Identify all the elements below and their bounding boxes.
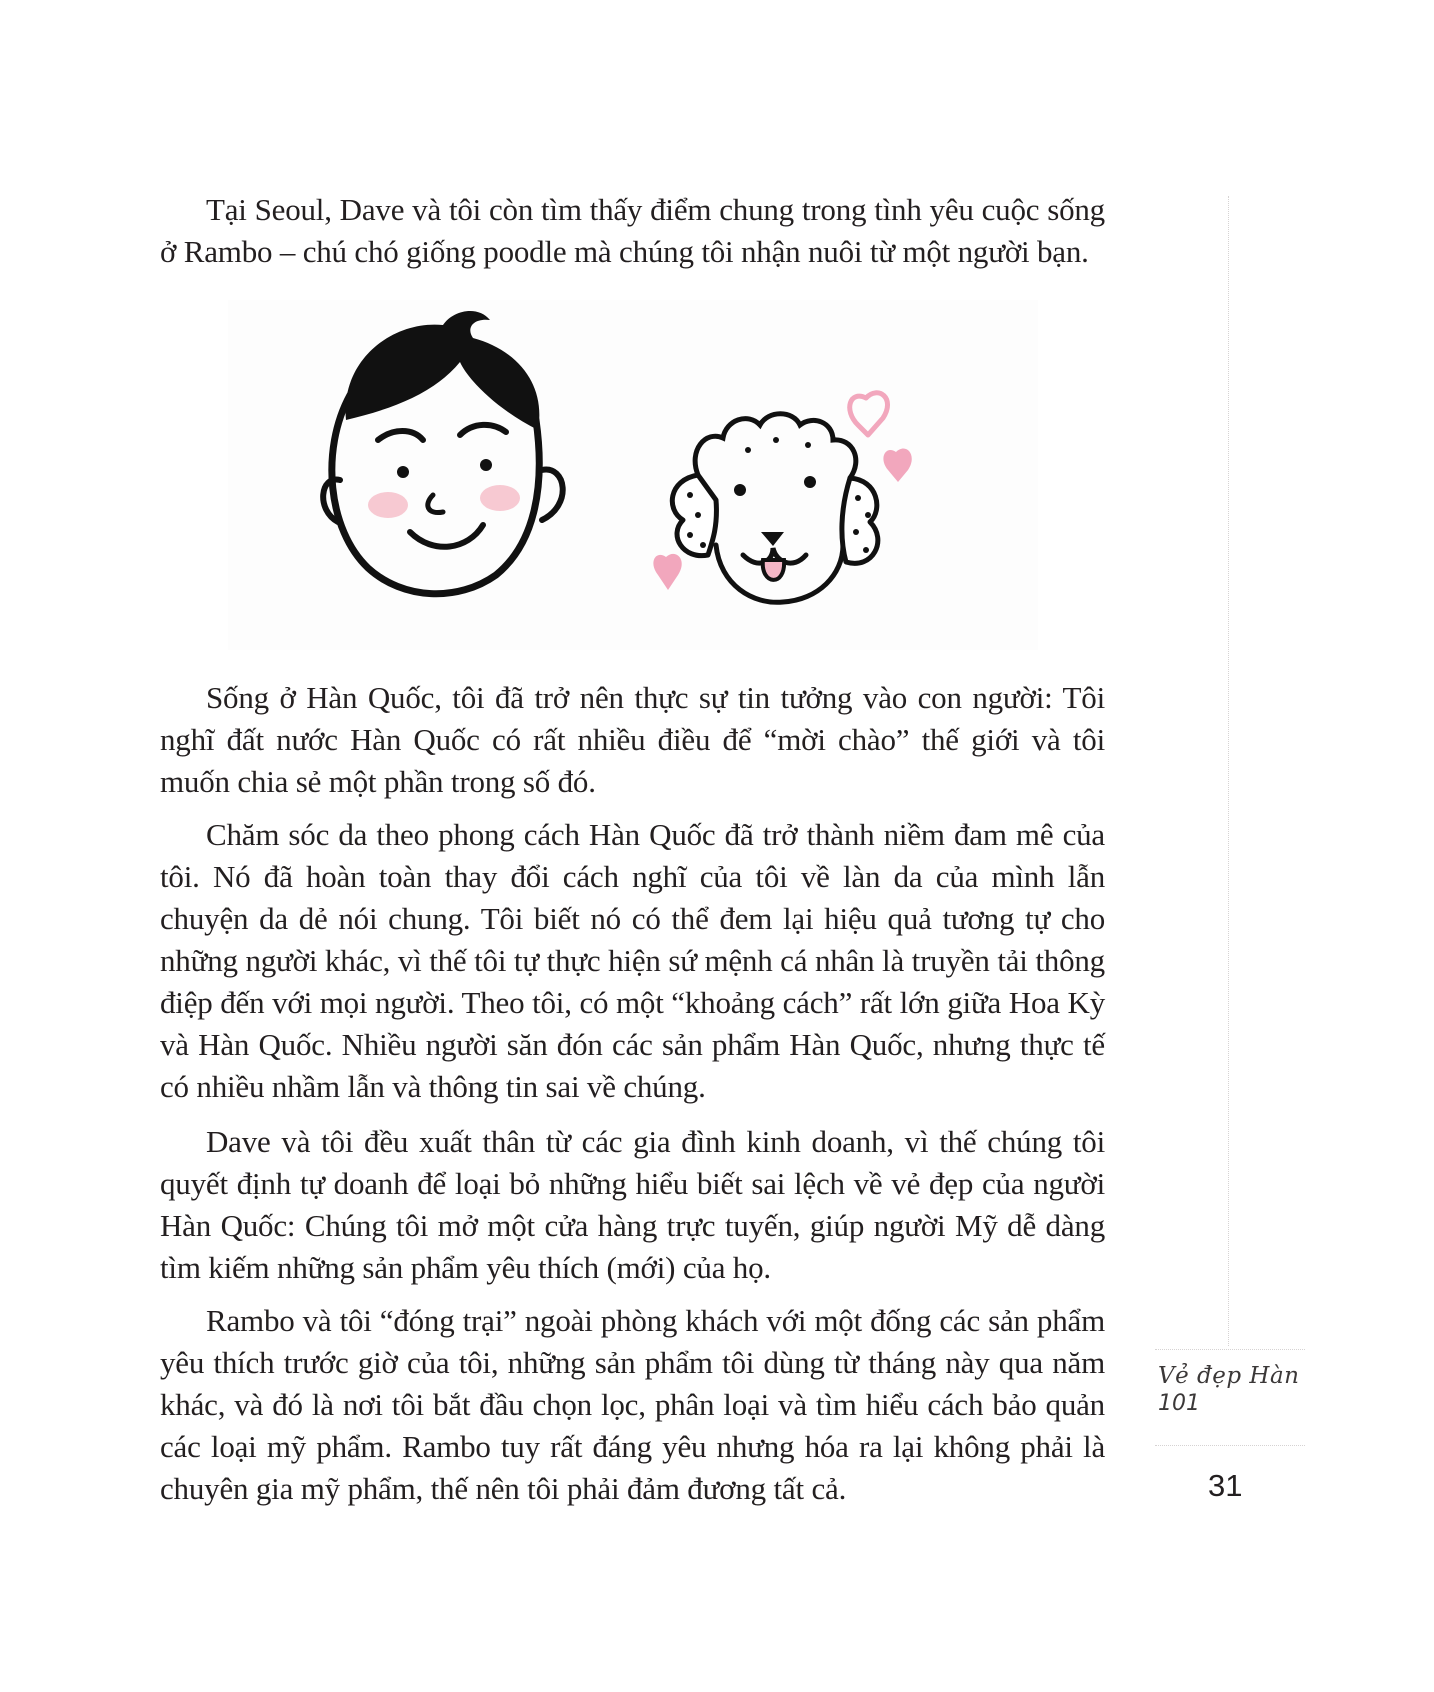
running-head-number: 101 — [1158, 1391, 1200, 1416]
paragraph-2: Sống ở Hàn Quốc, tôi đã trở nên thực sự tin tưởng vào con người: Tôi nghĩ đất nước Hàn Quốc có rất nhiều điều để “mời chào” thế giới và tôi muốn chia sẻ một phần trong số đó. — [160, 680, 1105, 799]
paragraph-1: Tại Seoul, Dave và tôi còn tìm thấy điểm chung trong tình yêu cuộc sống ở Rambo – chú chó giống poodle mà chúng tôi nhận nuôi từ một người bạn. — [160, 192, 1105, 269]
running-head-bottom-rule — [1155, 1445, 1305, 1446]
running-head-top-rule — [1155, 1349, 1305, 1350]
man-face-icon — [323, 311, 563, 594]
margin-divider — [1228, 196, 1229, 1346]
illustration — [228, 300, 1038, 650]
running-head-title: Vẻ đẹp Hàn — [1158, 1363, 1300, 1389]
page-number: 31 — [1208, 1468, 1243, 1503]
poodle-face-icon — [672, 414, 878, 603]
paragraph-3: Chăm sóc da theo phong cách Hàn Quốc đã trở thành niềm đam mê của tôi. Nó đã hoàn toàn thay đổi cách nghĩ của tôi về làn da của mình lẫn chuyện da dẻ nói chung. Tôi biết nó có thể đem lại hiệu quả tương tự cho những người khác, vì thế tôi tự thực hiện sứ mệnh cá nhân là truyền tải thông điệp đến với mọi người. Theo tôi, có một “khoảng cách” rất lớn giữa Hoa Kỳ và Hàn Quốc. Nhiều người săn đón các sản phẩm Hàn Quốc, nhưng thực tế có nhiều nhầm lẫn và thông tin sai về chúng. — [160, 817, 1105, 1104]
paragraph-5: Rambo và tôi “đóng trại” ngoài phòng khách với một đống các sản phẩm yêu thích trước giờ của tôi, những sản phẩm tôi dùng từ tháng này qua năm khác, và đó là nơi tôi bắt đầu chọn lọc, phân loại và tìm hiểu cách bảo quản các loại mỹ phẩm. Rambo tuy rất đáng yêu nhưng hóa ra lại không phải là chuyên gia mỹ phẩm, thế nên tôi phải đảm đương tất cả. — [160, 1303, 1105, 1506]
paragraph-4: Dave và tôi đều xuất thân từ các gia đình kinh doanh, vì thế chúng tôi quyết định tự doanh để loại bỏ những hiểu biết sai lệch về vẻ đẹp của người Hàn Quốc: Chúng tôi mở một cửa hàng trực tuyến, giúp người Mỹ dễ dàng tìm kiếm những sản phẩm yêu thích (mới) của họ. — [160, 1124, 1105, 1285]
